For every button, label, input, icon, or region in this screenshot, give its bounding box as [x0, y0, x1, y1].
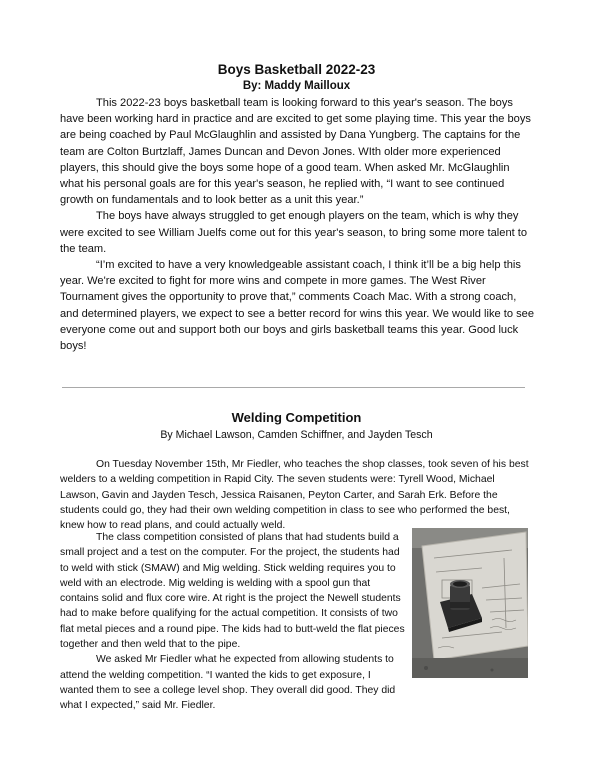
- basketball-paragraph-2: The boys have always struggled to get enough players on the team, which is why they were excited to see William Juelfs come out for this year's season, to bring some more talent to the team.: [60, 210, 528, 255]
- basketball-article-byline: By: Maddy Mailloux: [242, 80, 351, 92]
- welding-paragraph-1: On Tuesday November 15th, Mr Fiedler, who teaches the shop classes, took seven of his best welders to a welding competition in Rapid City. The seven students were: Tyrell Wood, Michael Lawson, Gavin and Jayden Tesch, Jessica Raisanen, Peyton Carter, and Sarah Erk. Before the students could go, they had their own welding competition in class to see who performed the best, knew how to read plans, and could actually weld.: [60, 459, 529, 532]
- welding-article-intro: [60, 457, 530, 533]
- basketball-paragraph-3: “I’m excited to have a very knowledgeable assistant coach, I think it’ll be a big help this year. We're excited to fight for more wins and compete in more games. The West River Tournament gives the opportunity to prove that,” comments Coach Mac. With a strong coach, and determined players, we expect to see a better record for wins this year. We would like to see everyone come out and support both our boys and girls basketball teams this year. Good luck boys!: [60, 259, 534, 353]
- basketball-article-title: Boys Basketball 2022-23: [217, 62, 376, 77]
- section-divider: [62, 387, 525, 388]
- welding-article-byline: By Michael Lawson, Camden Schiffner, and Jayden Tesch: [160, 429, 433, 441]
- welding-article-body: [60, 530, 405, 714]
- welding-paragraph-3: We asked Mr Fiedler what he expected from allowing students to attend the welding competition. “I wanted the kids to get exposure, I wanted them to see a college level shop. They overall did good. They did what I expected,” said Mr. Fiedler.: [60, 654, 396, 712]
- welding-paragraph-2: The class competition consisted of plans that had students build a small project and a test on the computer. For the project, the students had to weld with stick (SMAW) and Mig welding. Stick welding requires you to weld with an electrode. Mig welding is welding with a spool gun that contains solid and flux core wire. At right is the project the Newell students had to make before qualifying for the actual competition. It consists of two flat metal pieces and a round pipe. The kids had to butt-weld the flat pieces together and then weld that to the pipe.: [60, 532, 405, 651]
- basketball-article-body: [60, 95, 536, 354]
- welding-article-title: Welding Competition: [231, 410, 362, 425]
- basketball-paragraph-1: This 2022-23 boys basketball team is looking forward to this year's season. The boys have been working hard in practice and are excited to get some playing time. This year the boys are being coached by Paul McGlaughlin and assisted by Dana Yungberg. The captains for the team are Colton Burtzlaff, James Duncan and Devon Jones. WIth older more experienced players, this should give the boys some hope of a good team. When asked Mr. McGlaughlin what his personal goals are for this year's season, he replied with, “I want to see continued growth on fundamentals and to look better as a unit this year.”: [60, 97, 531, 207]
- welding-project-photo: [412, 528, 528, 678]
